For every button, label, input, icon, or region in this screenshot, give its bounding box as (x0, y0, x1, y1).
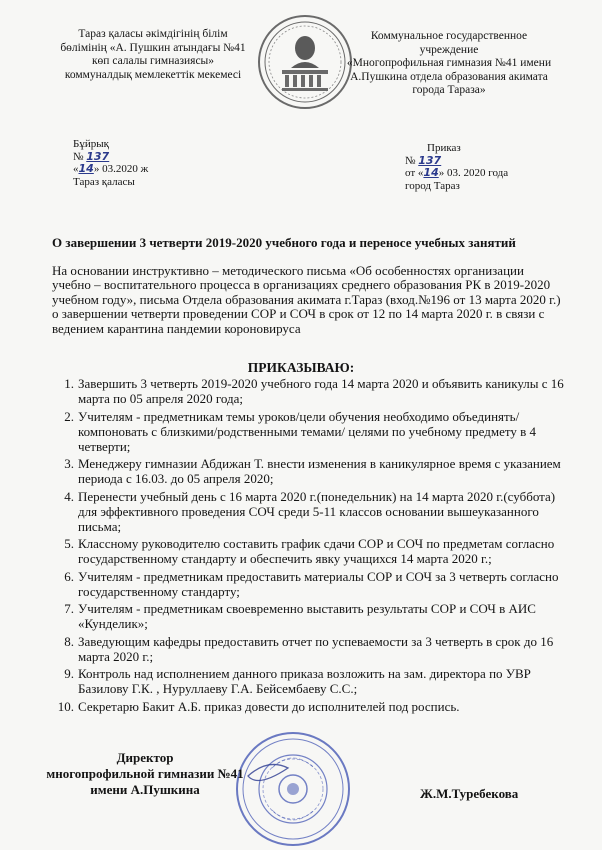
header-left-kazakh (42, 28, 264, 82)
signatory-name: Ж.М.Туребекова (420, 786, 519, 801)
order-items-list (52, 376, 572, 716)
header-left-line: бөлімінің «А. Пушкин атындағы №41 (60, 41, 246, 54)
header-right-line: Коммунальное государственное (370, 30, 528, 42)
list-item (52, 489, 572, 534)
order-block-kazakh (73, 138, 148, 188)
list-item (52, 536, 572, 566)
role-line: имени А.Пушкина (90, 782, 200, 797)
order-type-kz: Бұйрық (73, 138, 109, 150)
item-number: 10. (57, 698, 74, 714)
order-number-ru-line (405, 155, 508, 168)
order-number-handwritten: 137 (86, 149, 110, 163)
item-number: 3. (64, 456, 74, 471)
order-type-ru: Приказ (427, 142, 461, 154)
header-right-line: города Тараза» (412, 84, 486, 96)
list-item (52, 699, 572, 714)
list-item (52, 601, 572, 631)
order-day-handwritten: 14 (78, 162, 94, 175)
item-text: Перенести учебный день с 16 марта 2020 г.(понедельник) на 14 марта 2020 г.(суббота) для эффективного проведения СОЧ среди 5-11 классов основании вышеуказанного письма; (78, 488, 556, 534)
order-date-prefix: от « (405, 167, 424, 179)
item-number: 9. (64, 666, 74, 681)
list-item (52, 376, 572, 406)
list-item (52, 634, 572, 664)
role-line: многопрофильной гимназии №41 (46, 766, 244, 781)
number-sign: № (405, 154, 416, 167)
order-place-ru: город Тараз (405, 179, 460, 192)
order-heading: ПРИКАЗЫВАЮ: (247, 360, 355, 375)
list-item (52, 666, 572, 696)
header-left-line: Тараз қаласы әкімдігінің білім (78, 28, 228, 40)
order-date-ru-line: от «14» 03. 2020 года (405, 166, 509, 179)
item-text: Контроль над исполнением данного приказа возложить на зам. директора по УВР Базилову Г.К. , Нуруллаеву Г.А. Бейсембаеву С.С.; (78, 666, 531, 696)
item-number: 7. (64, 601, 74, 616)
item-number: 8. (64, 633, 74, 649)
item-text: Учителям - предметникам темы уроков/цели обучения необходимо объединять/компоновать с близкими/родственными темами/ целями по учебному предмету в 4 четверти; (78, 408, 537, 454)
document-preamble: На основании инструктивно – методического письма «Об особенностях организации учебно – воспитательного процесса в организациях среднего образования РК в 2019-2020 учебном году», письма Отдела образования акимата г.Тараз (вход.№196 от 13 марта 2020 г.) о завершении четверти проведении СОР и СОЧ в срок от 12 по 14 марта 2020 г. в связи с ведением карантина пандемии короновируса (52, 263, 561, 336)
item-number: 2. (64, 408, 74, 424)
list-item (52, 456, 572, 486)
header-right-line: учреждение (419, 43, 479, 56)
header-left-line: көп салалы гимназиясы» (91, 55, 215, 67)
role-line: Директор (116, 750, 174, 765)
item-text: Классному руководителю составить график сдачи СОР и СОЧ по предметам согласно государственному стандарту и обеспечить явку учащихся 14 марта 2020 г.; (78, 536, 555, 566)
item-text: Учителям - предметникам своевременно выставить результаты СОР и СОЧ в АИС «Кунделик»; (78, 601, 536, 631)
order-block-russian (405, 142, 508, 192)
item-number: 4. (64, 488, 74, 504)
header-right-line: А.Пушкина отдела образования акимата (350, 70, 548, 83)
order-day-handwritten: 14 (423, 166, 439, 179)
item-number: 1. (64, 376, 74, 391)
item-text: Завершить 3 четверть 2019-2020 учебного года 14 марта 2020 и объявить каникулы с 16 марта по 05 апреля 2020 года; (78, 376, 564, 406)
item-number: 5. (64, 536, 74, 551)
number-sign: № (73, 150, 84, 163)
order-date-rest: 03.2020 ж (102, 163, 149, 175)
header-right-line: «Многопрофильная гимназия №41 имени (346, 57, 552, 69)
order-number-handwritten: 137 (418, 153, 442, 167)
header-left-line: коммуналдық мемлекеттік мекемесі (64, 68, 242, 81)
order-date-rest: 03. 2020 года (446, 167, 509, 179)
list-item (52, 409, 572, 454)
order-place-kz: Тараз қаласы (73, 175, 135, 188)
signatory-role (45, 750, 245, 798)
header-right-russian (320, 30, 578, 98)
document-title: О завершении 3 четверти 2019-2020 учебного года и переносе учебных занятий (52, 235, 516, 250)
official-round-stamp (228, 728, 358, 850)
item-text: Секретарю Бакит А.Б. приказ довести до исполнителей под роспись. (78, 698, 460, 714)
item-text: Менеджеру гимназии Абдижан Т. внести изменения в каникулярное время с указанием периода с 16.03. до 05 апреля 2020; (78, 456, 561, 486)
item-text: Заведующим кафедры предоставить отчет по успеваемости за 3 четверть в срок до 16 марта 2020 г.; (78, 633, 554, 664)
list-item (52, 569, 572, 599)
item-text: Учителям - предметникам предоставить материалы СОР и СОЧ за 3 четверть согласно государственному стандарту; (78, 568, 559, 599)
item-number: 6. (64, 568, 74, 584)
order-date-kz-line: «14» 03.2020 ж (73, 162, 149, 175)
